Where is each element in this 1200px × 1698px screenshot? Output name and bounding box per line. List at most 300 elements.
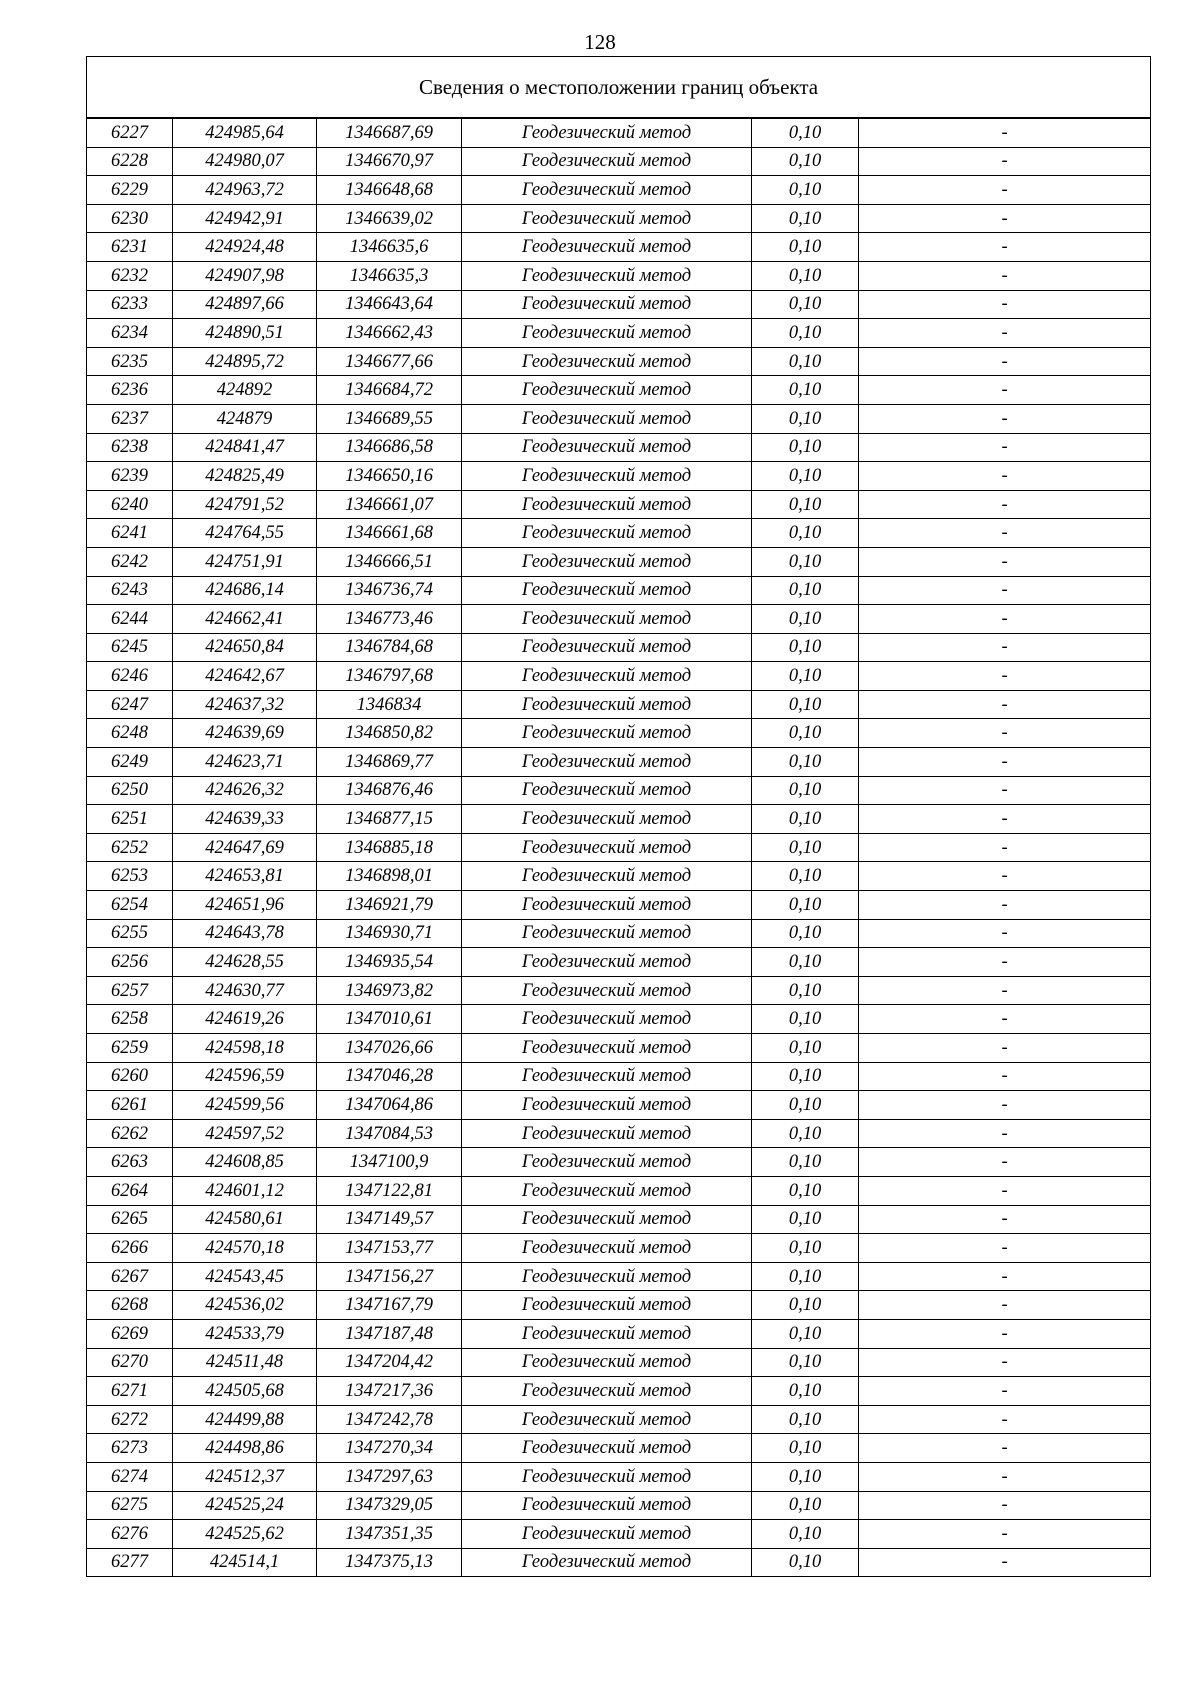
method-cell: Геодезический метод bbox=[462, 1348, 752, 1377]
x-coordinate-cell: 424525,24 bbox=[173, 1491, 317, 1520]
point-number-cell: 6255 bbox=[87, 919, 173, 948]
description-cell: - bbox=[859, 1319, 1151, 1348]
point-number-cell: 6228 bbox=[87, 147, 173, 176]
table-row bbox=[87, 833, 1151, 862]
x-coordinate-cell: 424751,91 bbox=[173, 547, 317, 576]
x-coordinate-cell: 424942,91 bbox=[173, 204, 317, 233]
y-coordinate-cell: 1346921,79 bbox=[317, 891, 462, 920]
method-cell: Геодезический метод bbox=[462, 1377, 752, 1406]
x-coordinate-cell: 424597,52 bbox=[173, 1119, 317, 1148]
method-cell: Геодезический метод bbox=[462, 1234, 752, 1263]
accuracy-cell: 0,10 bbox=[752, 748, 859, 777]
x-coordinate-cell: 424628,55 bbox=[173, 948, 317, 977]
x-coordinate-cell: 424879 bbox=[173, 404, 317, 433]
description-cell: - bbox=[859, 1205, 1151, 1234]
accuracy-cell: 0,10 bbox=[752, 462, 859, 491]
accuracy-cell: 0,10 bbox=[752, 919, 859, 948]
table-row bbox=[87, 261, 1151, 290]
accuracy-cell: 0,10 bbox=[752, 1062, 859, 1091]
table-row bbox=[87, 290, 1151, 319]
description-cell: - bbox=[859, 147, 1151, 176]
x-coordinate-cell: 424890,51 bbox=[173, 319, 317, 348]
y-coordinate-cell: 1346689,55 bbox=[317, 404, 462, 433]
accuracy-cell: 0,10 bbox=[752, 1119, 859, 1148]
table-row bbox=[87, 862, 1151, 891]
x-coordinate-cell: 424963,72 bbox=[173, 176, 317, 205]
accuracy-cell: 0,10 bbox=[752, 147, 859, 176]
point-number-cell: 6227 bbox=[87, 118, 173, 147]
point-number-cell: 6231 bbox=[87, 233, 173, 262]
point-number-cell: 6261 bbox=[87, 1091, 173, 1120]
method-cell: Геодезический метод bbox=[462, 1319, 752, 1348]
method-cell: Геодезический метод bbox=[462, 690, 752, 719]
x-coordinate-cell: 424580,61 bbox=[173, 1205, 317, 1234]
method-cell: Геодезический метод bbox=[462, 347, 752, 376]
x-coordinate-cell: 424514,1 bbox=[173, 1548, 317, 1577]
x-coordinate-cell: 424637,32 bbox=[173, 690, 317, 719]
y-coordinate-cell: 1346885,18 bbox=[317, 833, 462, 862]
table-row bbox=[87, 805, 1151, 834]
table-row bbox=[87, 776, 1151, 805]
point-number-cell: 6269 bbox=[87, 1319, 173, 1348]
x-coordinate-cell: 424608,85 bbox=[173, 1148, 317, 1177]
method-cell: Геодезический метод bbox=[462, 261, 752, 290]
method-cell: Геодезический метод bbox=[462, 118, 752, 147]
point-number-cell: 6240 bbox=[87, 490, 173, 519]
description-cell: - bbox=[859, 748, 1151, 777]
description-cell: - bbox=[859, 891, 1151, 920]
method-cell: Геодезический метод bbox=[462, 290, 752, 319]
accuracy-cell: 0,10 bbox=[752, 1491, 859, 1520]
description-cell: - bbox=[859, 1434, 1151, 1463]
method-cell: Геодезический метод bbox=[462, 319, 752, 348]
table-row bbox=[87, 1262, 1151, 1291]
y-coordinate-cell: 1346876,46 bbox=[317, 776, 462, 805]
y-coordinate-cell: 1346973,82 bbox=[317, 976, 462, 1005]
y-coordinate-cell: 1346650,16 bbox=[317, 462, 462, 491]
point-number-cell: 6270 bbox=[87, 1348, 173, 1377]
description-cell: - bbox=[859, 1091, 1151, 1120]
y-coordinate-cell: 1347242,78 bbox=[317, 1405, 462, 1434]
method-cell: Геодезический метод bbox=[462, 1119, 752, 1148]
description-cell: - bbox=[859, 862, 1151, 891]
accuracy-cell: 0,10 bbox=[752, 519, 859, 548]
point-number-cell: 6249 bbox=[87, 748, 173, 777]
y-coordinate-cell: 1346736,74 bbox=[317, 576, 462, 605]
y-coordinate-cell: 1347217,36 bbox=[317, 1377, 462, 1406]
description-cell: - bbox=[859, 1491, 1151, 1520]
table-row bbox=[87, 1205, 1151, 1234]
x-coordinate-cell: 424619,26 bbox=[173, 1005, 317, 1034]
method-cell: Геодезический метод bbox=[462, 547, 752, 576]
description-cell: - bbox=[859, 1234, 1151, 1263]
table-row bbox=[87, 1434, 1151, 1463]
point-number-cell: 6238 bbox=[87, 433, 173, 462]
description-cell: - bbox=[859, 1377, 1151, 1406]
point-number-cell: 6245 bbox=[87, 633, 173, 662]
description-cell: - bbox=[859, 1405, 1151, 1434]
description-cell: - bbox=[859, 118, 1151, 147]
accuracy-cell: 0,10 bbox=[752, 1405, 859, 1434]
x-coordinate-cell: 424907,98 bbox=[173, 261, 317, 290]
x-coordinate-cell: 424601,12 bbox=[173, 1176, 317, 1205]
y-coordinate-cell: 1347064,86 bbox=[317, 1091, 462, 1120]
accuracy-cell: 0,10 bbox=[752, 1205, 859, 1234]
method-cell: Геодезический метод bbox=[462, 1548, 752, 1577]
method-cell: Геодезический метод bbox=[462, 1491, 752, 1520]
method-cell: Геодезический метод bbox=[462, 633, 752, 662]
accuracy-cell: 0,10 bbox=[752, 976, 859, 1005]
method-cell: Геодезический метод bbox=[462, 433, 752, 462]
description-cell: - bbox=[859, 1291, 1151, 1320]
table-row bbox=[87, 176, 1151, 205]
table-row bbox=[87, 1462, 1151, 1491]
table-row bbox=[87, 1005, 1151, 1034]
method-cell: Геодезический метод bbox=[462, 862, 752, 891]
accuracy-cell: 0,10 bbox=[752, 290, 859, 319]
y-coordinate-cell: 1346661,07 bbox=[317, 490, 462, 519]
x-coordinate-cell: 424511,48 bbox=[173, 1348, 317, 1377]
method-cell: Геодезический метод bbox=[462, 376, 752, 405]
description-cell: - bbox=[859, 490, 1151, 519]
description-cell: - bbox=[859, 404, 1151, 433]
method-cell: Геодезический метод bbox=[462, 662, 752, 691]
table-row bbox=[87, 1234, 1151, 1263]
description-cell: - bbox=[859, 633, 1151, 662]
description-cell: - bbox=[859, 1348, 1151, 1377]
accuracy-cell: 0,10 bbox=[752, 833, 859, 862]
table-row bbox=[87, 1034, 1151, 1063]
table-title-row bbox=[87, 57, 1151, 119]
y-coordinate-cell: 1346784,68 bbox=[317, 633, 462, 662]
table-row bbox=[87, 976, 1151, 1005]
x-coordinate-cell: 424598,18 bbox=[173, 1034, 317, 1063]
description-cell: - bbox=[859, 204, 1151, 233]
description-cell: - bbox=[859, 576, 1151, 605]
method-cell: Геодезический метод bbox=[462, 1205, 752, 1234]
description-cell: - bbox=[859, 1176, 1151, 1205]
x-coordinate-cell: 424639,69 bbox=[173, 719, 317, 748]
y-coordinate-cell: 1347329,05 bbox=[317, 1491, 462, 1520]
y-coordinate-cell: 1346877,15 bbox=[317, 805, 462, 834]
point-number-cell: 6230 bbox=[87, 204, 173, 233]
table-row bbox=[87, 1491, 1151, 1520]
method-cell: Геодезический метод bbox=[462, 1062, 752, 1091]
x-coordinate-cell: 424662,41 bbox=[173, 605, 317, 634]
y-coordinate-cell: 1346898,01 bbox=[317, 862, 462, 891]
point-number-cell: 6250 bbox=[87, 776, 173, 805]
description-cell: - bbox=[859, 519, 1151, 548]
point-number-cell: 6236 bbox=[87, 376, 173, 405]
point-number-cell: 6265 bbox=[87, 1205, 173, 1234]
point-number-cell: 6254 bbox=[87, 891, 173, 920]
x-coordinate-cell: 424825,49 bbox=[173, 462, 317, 491]
method-cell: Геодезический метод bbox=[462, 1434, 752, 1463]
x-coordinate-cell: 424897,66 bbox=[173, 290, 317, 319]
point-number-cell: 6275 bbox=[87, 1491, 173, 1520]
description-cell: - bbox=[859, 319, 1151, 348]
method-cell: Геодезический метод bbox=[462, 233, 752, 262]
x-coordinate-cell: 424630,77 bbox=[173, 976, 317, 1005]
table-row bbox=[87, 605, 1151, 634]
x-coordinate-cell: 424596,59 bbox=[173, 1062, 317, 1091]
accuracy-cell: 0,10 bbox=[752, 1234, 859, 1263]
method-cell: Геодезический метод bbox=[462, 748, 752, 777]
table-title: Сведения о местоположении границ объекта bbox=[87, 57, 1151, 119]
accuracy-cell: 0,10 bbox=[752, 690, 859, 719]
accuracy-cell: 0,10 bbox=[752, 547, 859, 576]
y-coordinate-cell: 1347270,34 bbox=[317, 1434, 462, 1463]
method-cell: Геодезический метод bbox=[462, 462, 752, 491]
method-cell: Геодезический метод bbox=[462, 976, 752, 1005]
x-coordinate-cell: 424647,69 bbox=[173, 833, 317, 862]
table-row bbox=[87, 1119, 1151, 1148]
table-row bbox=[87, 1548, 1151, 1577]
accuracy-cell: 0,10 bbox=[752, 1176, 859, 1205]
accuracy-cell: 0,10 bbox=[752, 862, 859, 891]
description-cell: - bbox=[859, 1520, 1151, 1549]
accuracy-cell: 0,10 bbox=[752, 204, 859, 233]
description-cell: - bbox=[859, 1262, 1151, 1291]
table-row bbox=[87, 376, 1151, 405]
table-row bbox=[87, 719, 1151, 748]
method-cell: Геодезический метод bbox=[462, 719, 752, 748]
x-coordinate-cell: 424650,84 bbox=[173, 633, 317, 662]
point-number-cell: 6233 bbox=[87, 290, 173, 319]
description-cell: - bbox=[859, 690, 1151, 719]
y-coordinate-cell: 1346687,69 bbox=[317, 118, 462, 147]
point-number-cell: 6276 bbox=[87, 1520, 173, 1549]
point-number-cell: 6237 bbox=[87, 404, 173, 433]
description-cell: - bbox=[859, 433, 1151, 462]
point-number-cell: 6244 bbox=[87, 605, 173, 634]
accuracy-cell: 0,10 bbox=[752, 633, 859, 662]
y-coordinate-cell: 1346773,46 bbox=[317, 605, 462, 634]
y-coordinate-cell: 1347026,66 bbox=[317, 1034, 462, 1063]
method-cell: Геодезический метод bbox=[462, 1005, 752, 1034]
table-row bbox=[87, 948, 1151, 977]
accuracy-cell: 0,10 bbox=[752, 490, 859, 519]
y-coordinate-cell: 1346797,68 bbox=[317, 662, 462, 691]
description-cell: - bbox=[859, 833, 1151, 862]
x-coordinate-cell: 424525,62 bbox=[173, 1520, 317, 1549]
method-cell: Геодезический метод bbox=[462, 1262, 752, 1291]
x-coordinate-cell: 424599,56 bbox=[173, 1091, 317, 1120]
y-coordinate-cell: 1347167,79 bbox=[317, 1291, 462, 1320]
x-coordinate-cell: 424642,67 bbox=[173, 662, 317, 691]
x-coordinate-cell: 424626,32 bbox=[173, 776, 317, 805]
page-number: 128 bbox=[584, 30, 616, 54]
accuracy-cell: 0,10 bbox=[752, 1291, 859, 1320]
y-coordinate-cell: 1347100,9 bbox=[317, 1148, 462, 1177]
x-coordinate-cell: 424924,48 bbox=[173, 233, 317, 262]
y-coordinate-cell: 1346684,72 bbox=[317, 376, 462, 405]
table-row bbox=[87, 404, 1151, 433]
table-row bbox=[87, 233, 1151, 262]
accuracy-cell: 0,10 bbox=[752, 662, 859, 691]
method-cell: Геодезический метод bbox=[462, 1091, 752, 1120]
method-cell: Геодезический метод bbox=[462, 176, 752, 205]
accuracy-cell: 0,10 bbox=[752, 433, 859, 462]
method-cell: Геодезический метод bbox=[462, 404, 752, 433]
point-number-cell: 6259 bbox=[87, 1034, 173, 1063]
description-cell: - bbox=[859, 919, 1151, 948]
method-cell: Геодезический метод bbox=[462, 204, 752, 233]
description-cell: - bbox=[859, 1548, 1151, 1577]
accuracy-cell: 0,10 bbox=[752, 1348, 859, 1377]
x-coordinate-cell: 424643,78 bbox=[173, 919, 317, 948]
y-coordinate-cell: 1346850,82 bbox=[317, 719, 462, 748]
x-coordinate-cell: 424980,07 bbox=[173, 147, 317, 176]
y-coordinate-cell: 1346639,02 bbox=[317, 204, 462, 233]
table-row bbox=[87, 1148, 1151, 1177]
x-coordinate-cell: 424985,64 bbox=[173, 118, 317, 147]
description-cell: - bbox=[859, 1119, 1151, 1148]
description-cell: - bbox=[859, 776, 1151, 805]
x-coordinate-cell: 424623,71 bbox=[173, 748, 317, 777]
x-coordinate-cell: 424512,37 bbox=[173, 1462, 317, 1491]
accuracy-cell: 0,10 bbox=[752, 719, 859, 748]
point-number-cell: 6268 bbox=[87, 1291, 173, 1320]
method-cell: Геодезический метод bbox=[462, 891, 752, 920]
y-coordinate-cell: 1347297,63 bbox=[317, 1462, 462, 1491]
description-cell: - bbox=[859, 1062, 1151, 1091]
x-coordinate-cell: 424791,52 bbox=[173, 490, 317, 519]
x-coordinate-cell: 424570,18 bbox=[173, 1234, 317, 1263]
accuracy-cell: 0,10 bbox=[752, 1548, 859, 1577]
description-cell: - bbox=[859, 1148, 1151, 1177]
point-number-cell: 6256 bbox=[87, 948, 173, 977]
point-number-cell: 6252 bbox=[87, 833, 173, 862]
point-number-cell: 6232 bbox=[87, 261, 173, 290]
accuracy-cell: 0,10 bbox=[752, 891, 859, 920]
y-coordinate-cell: 1347204,42 bbox=[317, 1348, 462, 1377]
point-number-cell: 6248 bbox=[87, 719, 173, 748]
x-coordinate-cell: 424639,33 bbox=[173, 805, 317, 834]
description-cell: - bbox=[859, 1462, 1151, 1491]
description-cell: - bbox=[859, 176, 1151, 205]
accuracy-cell: 0,10 bbox=[752, 605, 859, 634]
x-coordinate-cell: 424505,68 bbox=[173, 1377, 317, 1406]
y-coordinate-cell: 1346935,54 bbox=[317, 948, 462, 977]
method-cell: Геодезический метод bbox=[462, 1462, 752, 1491]
accuracy-cell: 0,10 bbox=[752, 118, 859, 147]
point-number-cell: 6272 bbox=[87, 1405, 173, 1434]
point-number-cell: 6258 bbox=[87, 1005, 173, 1034]
table-row bbox=[87, 1176, 1151, 1205]
point-number-cell: 6234 bbox=[87, 319, 173, 348]
table-row bbox=[87, 462, 1151, 491]
point-number-cell: 6253 bbox=[87, 862, 173, 891]
x-coordinate-cell: 424841,47 bbox=[173, 433, 317, 462]
table-row bbox=[87, 433, 1151, 462]
table-row bbox=[87, 1319, 1151, 1348]
point-number-cell: 6267 bbox=[87, 1262, 173, 1291]
point-number-cell: 6251 bbox=[87, 805, 173, 834]
table-row bbox=[87, 633, 1151, 662]
y-coordinate-cell: 1347153,77 bbox=[317, 1234, 462, 1263]
point-number-cell: 6242 bbox=[87, 547, 173, 576]
accuracy-cell: 0,10 bbox=[752, 805, 859, 834]
y-coordinate-cell: 1346661,68 bbox=[317, 519, 462, 548]
x-coordinate-cell: 424499,88 bbox=[173, 1405, 317, 1434]
accuracy-cell: 0,10 bbox=[752, 1520, 859, 1549]
description-cell: - bbox=[859, 376, 1151, 405]
accuracy-cell: 0,10 bbox=[752, 776, 859, 805]
x-coordinate-cell: 424533,79 bbox=[173, 1319, 317, 1348]
accuracy-cell: 0,10 bbox=[752, 1148, 859, 1177]
method-cell: Геодезический метод bbox=[462, 147, 752, 176]
accuracy-cell: 0,10 bbox=[752, 1262, 859, 1291]
method-cell: Геодезический метод bbox=[462, 948, 752, 977]
point-number-cell: 6239 bbox=[87, 462, 173, 491]
table-row bbox=[87, 347, 1151, 376]
accuracy-cell: 0,10 bbox=[752, 376, 859, 405]
x-coordinate-cell: 424764,55 bbox=[173, 519, 317, 548]
point-number-cell: 6243 bbox=[87, 576, 173, 605]
point-number-cell: 6274 bbox=[87, 1462, 173, 1491]
method-cell: Геодезический метод bbox=[462, 1148, 752, 1177]
y-coordinate-cell: 1346635,3 bbox=[317, 261, 462, 290]
accuracy-cell: 0,10 bbox=[752, 1005, 859, 1034]
description-cell: - bbox=[859, 976, 1151, 1005]
method-cell: Геодезический метод bbox=[462, 1034, 752, 1063]
point-number-cell: 6262 bbox=[87, 1119, 173, 1148]
x-coordinate-cell: 424651,96 bbox=[173, 891, 317, 920]
accuracy-cell: 0,10 bbox=[752, 261, 859, 290]
method-cell: Геодезический метод bbox=[462, 576, 752, 605]
point-number-cell: 6264 bbox=[87, 1176, 173, 1205]
accuracy-cell: 0,10 bbox=[752, 404, 859, 433]
table-row bbox=[87, 919, 1151, 948]
accuracy-cell: 0,10 bbox=[752, 948, 859, 977]
y-coordinate-cell: 1347046,28 bbox=[317, 1062, 462, 1091]
accuracy-cell: 0,10 bbox=[752, 1091, 859, 1120]
method-cell: Геодезический метод bbox=[462, 833, 752, 862]
point-number-cell: 6257 bbox=[87, 976, 173, 1005]
table-row bbox=[87, 891, 1151, 920]
method-cell: Геодезический метод bbox=[462, 605, 752, 634]
y-coordinate-cell: 1347084,53 bbox=[317, 1119, 462, 1148]
table-row bbox=[87, 147, 1151, 176]
x-coordinate-cell: 424543,45 bbox=[173, 1262, 317, 1291]
description-cell: - bbox=[859, 261, 1151, 290]
method-cell: Геодезический метод bbox=[462, 490, 752, 519]
y-coordinate-cell: 1346643,64 bbox=[317, 290, 462, 319]
table-row bbox=[87, 748, 1151, 777]
y-coordinate-cell: 1346834 bbox=[317, 690, 462, 719]
table-row bbox=[87, 662, 1151, 691]
y-coordinate-cell: 1346635,6 bbox=[317, 233, 462, 262]
description-cell: - bbox=[859, 547, 1151, 576]
description-cell: - bbox=[859, 290, 1151, 319]
accuracy-cell: 0,10 bbox=[752, 1319, 859, 1348]
y-coordinate-cell: 1347375,13 bbox=[317, 1548, 462, 1577]
point-number-cell: 6263 bbox=[87, 1148, 173, 1177]
point-number-cell: 6266 bbox=[87, 1234, 173, 1263]
accuracy-cell: 0,10 bbox=[752, 319, 859, 348]
table-row bbox=[87, 118, 1151, 147]
y-coordinate-cell: 1346662,43 bbox=[317, 319, 462, 348]
table-row bbox=[87, 1291, 1151, 1320]
method-cell: Геодезический метод bbox=[462, 805, 752, 834]
table-row bbox=[87, 1520, 1151, 1549]
y-coordinate-cell: 1346930,71 bbox=[317, 919, 462, 948]
x-coordinate-cell: 424653,81 bbox=[173, 862, 317, 891]
table-row bbox=[87, 690, 1151, 719]
x-coordinate-cell: 424892 bbox=[173, 376, 317, 405]
method-cell: Геодезический метод bbox=[462, 1291, 752, 1320]
